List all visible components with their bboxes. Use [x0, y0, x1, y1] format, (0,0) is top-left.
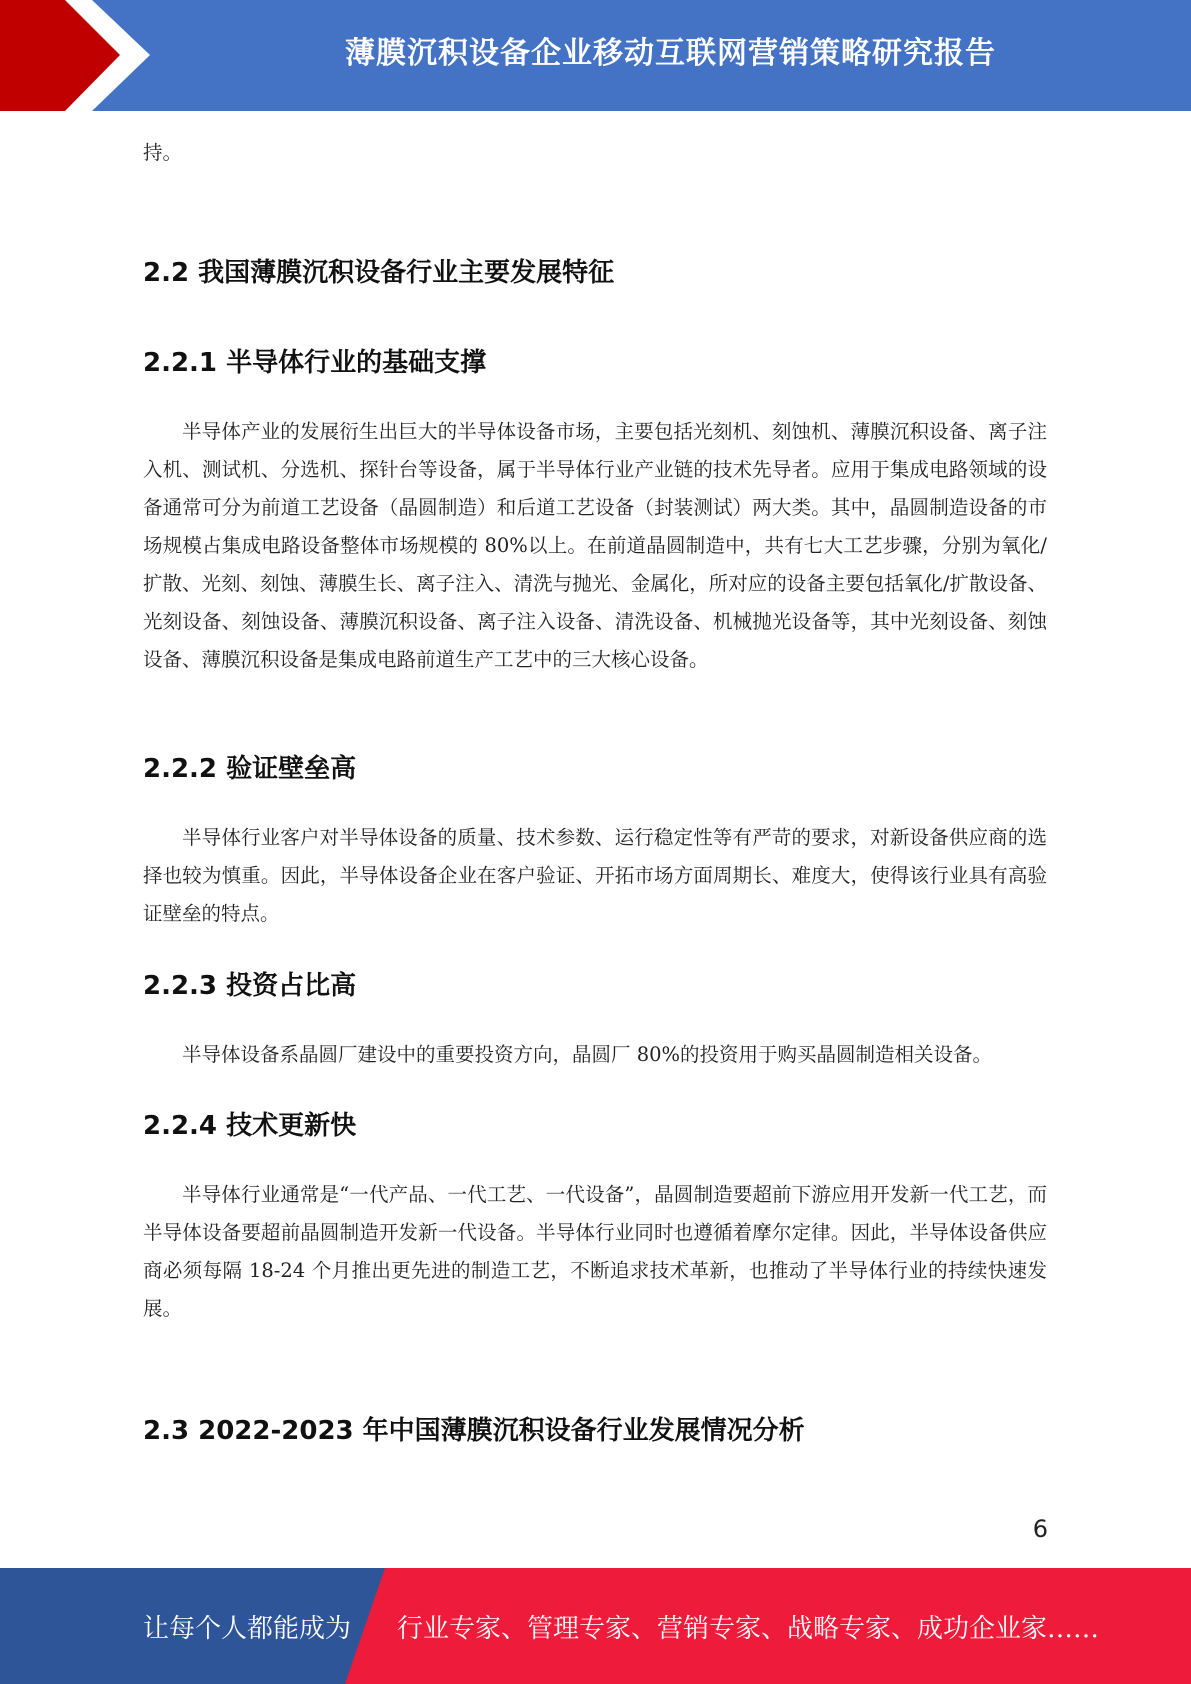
page-footer	[0, 1568, 1191, 1684]
section-2-2-1-paragraph: 半导体产业的发展衍生出巨大的半导体设备市场，主要包括光刻机、刻蚀机、薄膜沉积设备、离子注入机、测试机、分选机、探针台等设备，属于半导体行业产业链的技术先导者。应用于集成电路领域的设备通常可分为前道工艺设备（晶圆制造）和后道工艺设备（封装测试）两大类。其中，晶圆制造设备的市场规模占集成电路设备整体市场规模的 80%以上。在前道晶圆制造中，共有七大工艺步骤，分别为氧化/扩散、光刻、刻蚀、薄膜生长、离子注入、清洗与抛光、金属化，所对应的设备主要包括氧化/扩散设备、光刻设备、刻蚀设备、薄膜沉积设备、离子注入设备、清洗设备、机械抛光设备等，其中光刻设备、刻蚀设备、薄膜沉积设备是集成电路前道生产工艺中的三大核心设备。	[143, 420, 1047, 671]
section-2-2-heading: 2.2 我国薄膜沉积设备行业主要发展特征	[143, 258, 615, 288]
footer-slogan-left: 让每个人都能成为	[143, 1613, 352, 1644]
section-2-2-4-heading: 2.2.4 技术更新快	[143, 1111, 357, 1141]
section-2-2-1-heading: 2.2.1 半导体行业的基础支撑	[143, 348, 487, 378]
report-title: 薄膜沉积设备企业移动互联网营销策略研究报告	[345, 36, 996, 71]
carryover-text: 持。	[143, 141, 183, 164]
page-number: 6	[1032, 1515, 1048, 1543]
section-2-2-2-paragraph: 半导体行业客户对半导体设备的质量、技术参数、运行稳定性等有严苛的要求，对新设备供应商的选择也较为慎重。因此，半导体设备企业在客户验证、开拓市场方面周期长、难度大，使得该行业具有高验证壁垒的特点。	[143, 826, 1047, 925]
section-2-2-3-paragraph: 半导体设备系晶圆厂建设中的重要投资方向，晶圆厂 80%的投资用于购买晶圆制造相关设备。	[182, 1043, 993, 1066]
section-2-3-heading: 2.3 2022-2023 年中国薄膜沉积设备行业发展情况分析	[143, 1416, 805, 1446]
section-2-2-4-paragraph: 半导体行业通常是“一代产品、一代工艺、一代设备”，晶圆制造要超前下游应用开发新一代工艺，而半导体设备要超前晶圆制造开发新一代设备。半导体行业同时也遵循着摩尔定律。因此，半导体设备供应商必须每隔 18-24 个月推出更先进的制造工艺，不断追求技术革新，也推动了半导体行业的持续快速发展。	[143, 1183, 1047, 1320]
section-2-2-3-heading: 2.2.3 投资占比高	[143, 971, 357, 1001]
page-header	[0, 0, 1191, 111]
footer-slogan-right: 行业专家、管理专家、营销专家、战略专家、成功企业家……	[397, 1613, 1100, 1644]
section-2-2-2-heading: 2.2.2 验证壁垒高	[143, 754, 357, 784]
header-chevron-decoration	[0, 0, 160, 111]
